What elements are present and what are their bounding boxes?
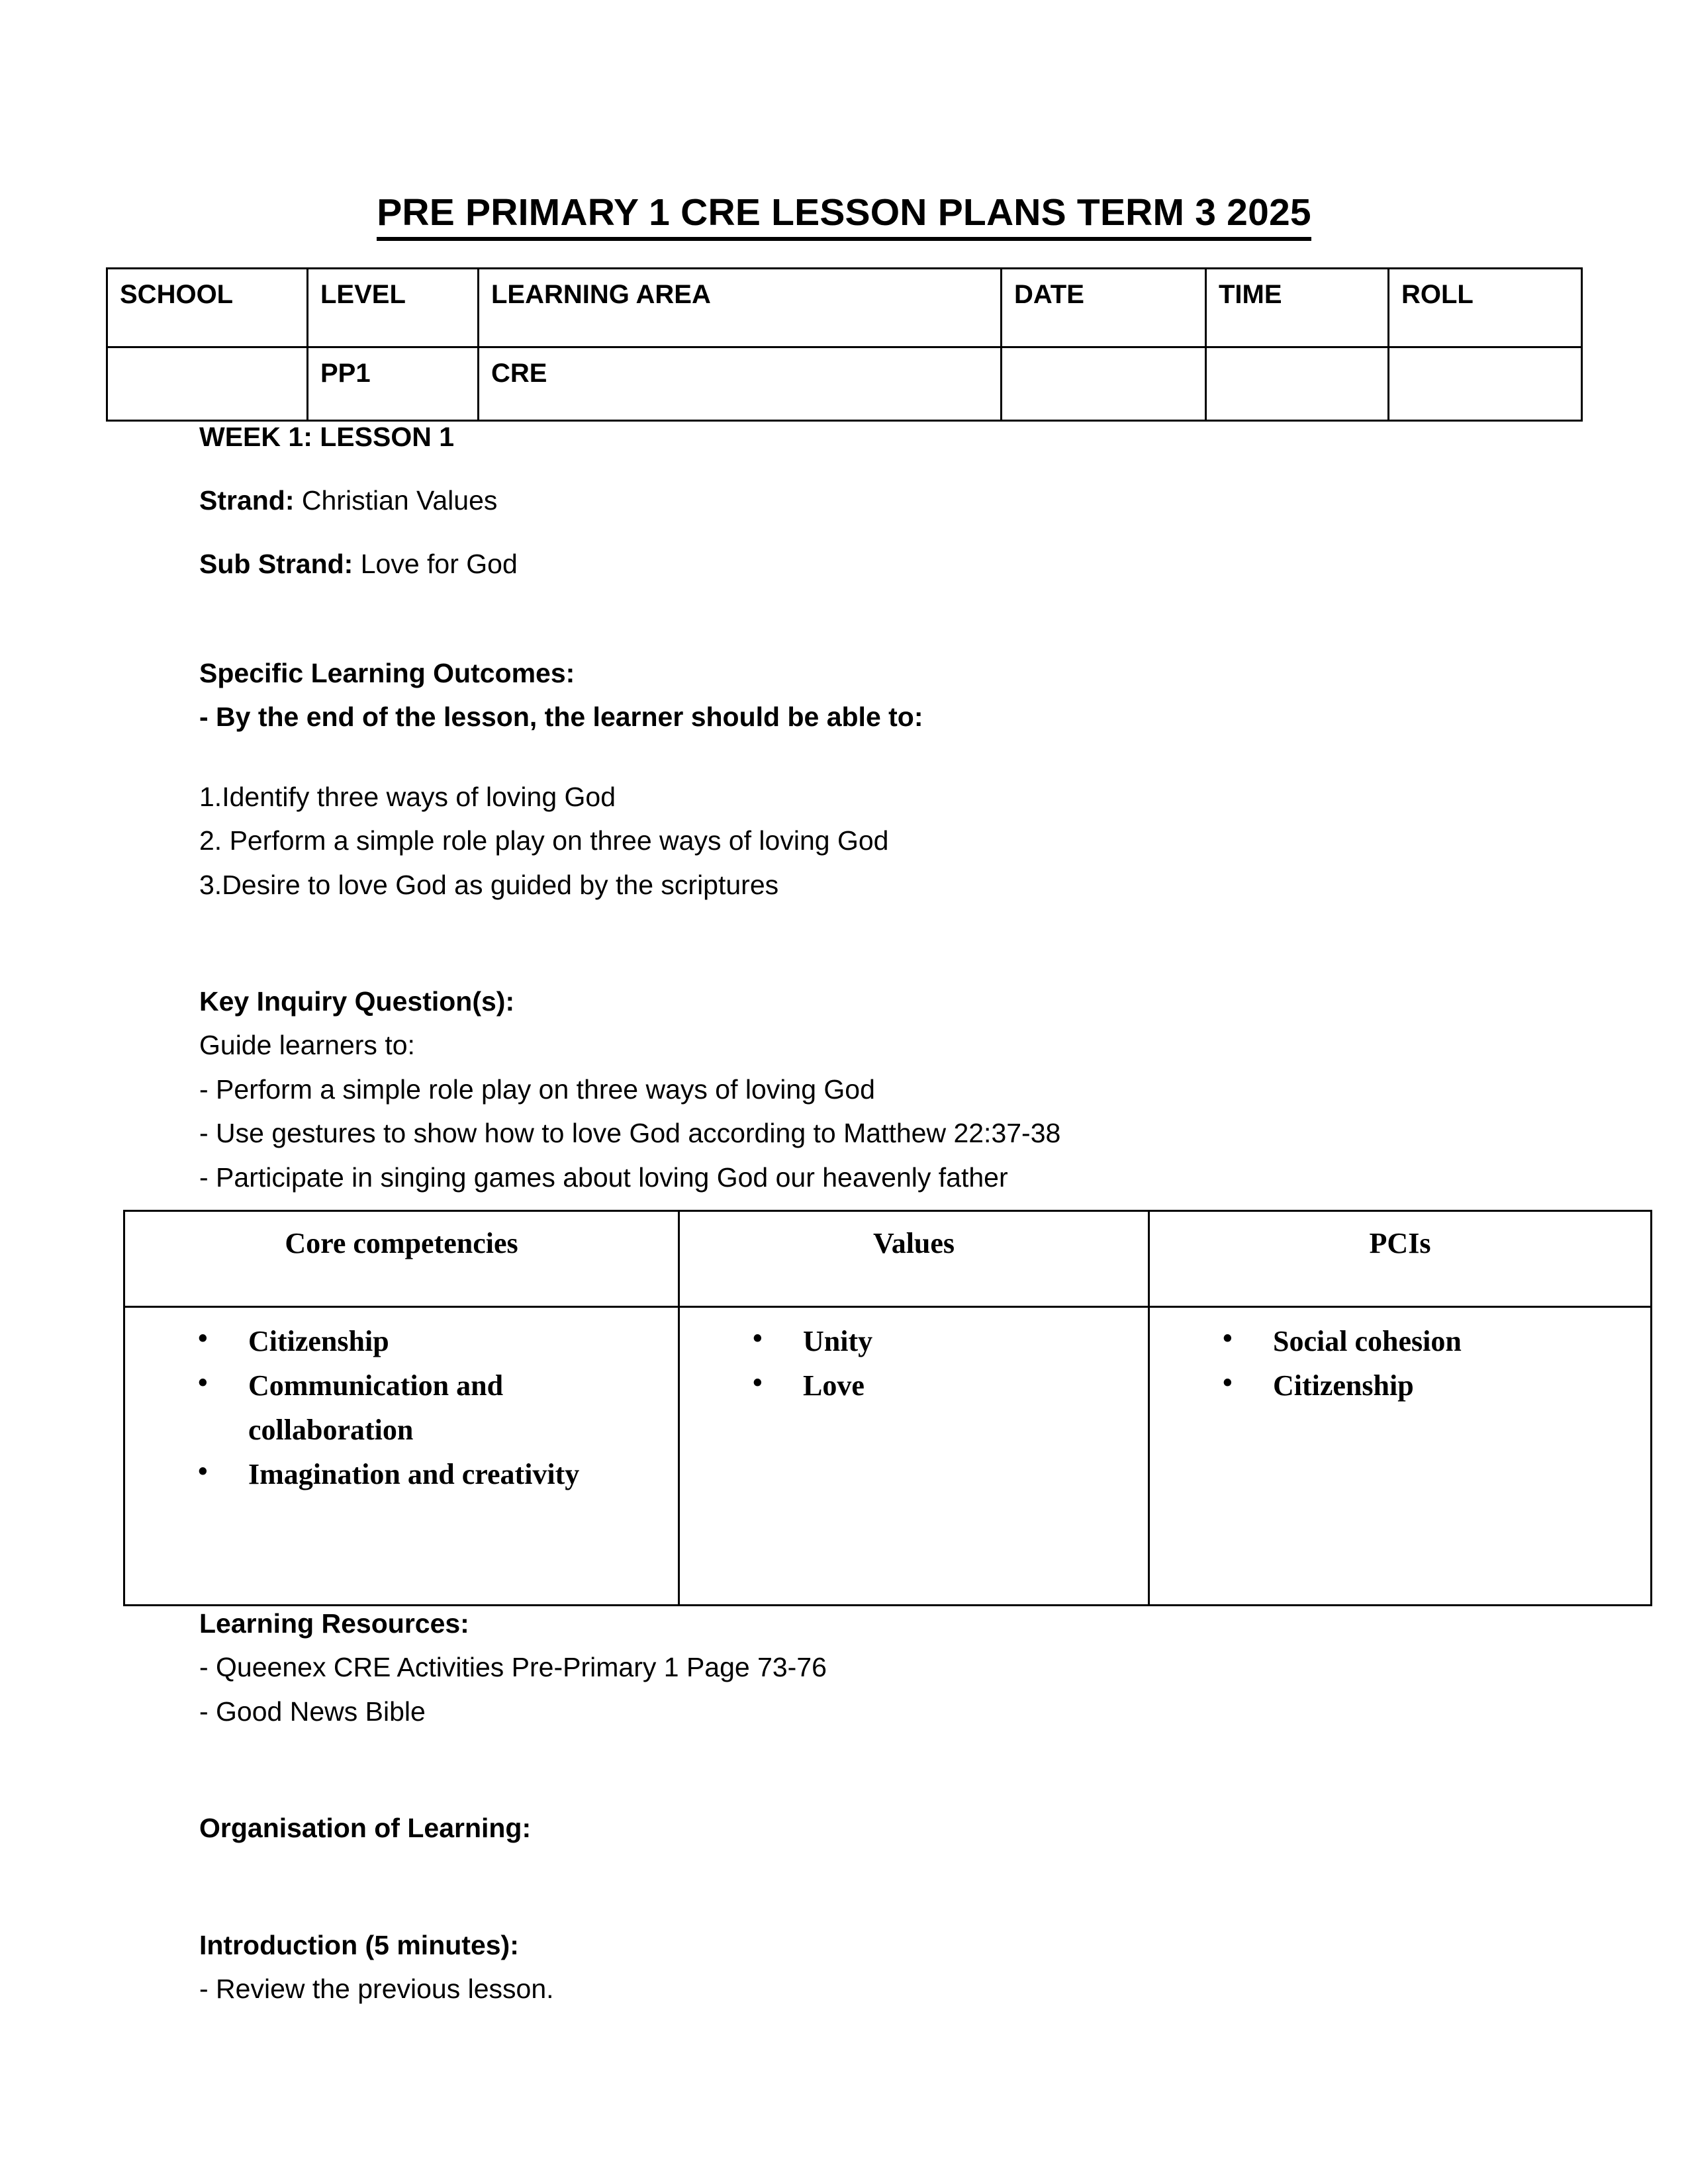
spacer: [199, 1886, 1523, 1923]
info-header-time: TIME: [1206, 269, 1389, 347]
sub-strand-line: [199, 551, 1523, 578]
strand-label: Strand:: [199, 485, 295, 516]
info-value-date[interactable]: [1002, 347, 1206, 421]
table-row-values: [107, 347, 1582, 421]
inquiry-intro: Guide learners to:: [199, 1030, 415, 1061]
info-header-level: LEVEL: [308, 269, 479, 347]
list-item: - Queenex CRE Activities Pre-Primary 1 Page 73-76: [199, 1652, 827, 1683]
comp-cell-pcis: [1149, 1307, 1652, 1606]
comp-cell-core-competencies: [124, 1307, 679, 1606]
sub-strand-value: Love for God: [353, 549, 518, 579]
learning-resources-block: [199, 1602, 1523, 1733]
lesson-body-upper: [199, 424, 1523, 1235]
organisation-of-learning-block: [199, 1806, 1523, 1850]
list-item: • Social cohesion: [1223, 1320, 1644, 1364]
spacer: [199, 1769, 1523, 1806]
values-list: [686, 1320, 1141, 1408]
table-row-header: [107, 269, 1582, 347]
info-value-roll[interactable]: [1389, 347, 1582, 421]
list-item: - Participate in singing games about loving God our heavenly father: [199, 1161, 1008, 1193]
list-item: • Citizenship: [198, 1320, 671, 1364]
comp-header-values: Values: [679, 1211, 1149, 1307]
list-item: - Review the previous lesson.: [199, 1974, 554, 2005]
page-title: [0, 193, 1688, 241]
list-item: • Imagination and creativity: [198, 1453, 671, 1497]
info-header-learning-area: LEARNING AREA: [479, 269, 1002, 347]
info-value-level[interactable]: PP1: [308, 347, 479, 421]
list-item: 3.Desire to love God as guided by the scriptures: [199, 869, 779, 900]
list-item: • Citizenship: [1223, 1364, 1644, 1408]
info-value-learning-area[interactable]: CRE: [479, 347, 1002, 421]
info-header-date: DATE: [1002, 269, 1206, 347]
comp-header-pcis: PCIs: [1149, 1211, 1652, 1307]
outcomes-subheading: - By the end of the lesson, the learner should be able to:: [199, 702, 923, 733]
spacer: [199, 942, 1523, 979]
introduction-heading: Introduction (5 minutes):: [199, 1929, 519, 1960]
organisation-heading: Organisation of Learning:: [199, 1813, 532, 1844]
list-item: - Use gestures to show how to love God according to Matthew 22:37-38: [199, 1118, 1061, 1149]
introduction-block: [199, 1923, 1523, 2011]
comp-cell-values: [679, 1307, 1149, 1606]
sub-strand-label: Sub Strand:: [199, 549, 353, 579]
table-row-header: [124, 1211, 1652, 1307]
outcomes-heading: Specific Learning Outcomes:: [199, 658, 575, 688]
list-item: • Communication and collaboration: [198, 1364, 671, 1453]
strand-value: Christian Values: [294, 485, 498, 516]
pcis-list: [1156, 1320, 1644, 1408]
learning-outcomes-list: [199, 775, 1523, 907]
week-lesson-heading: WEEK 1: LESSON 1: [199, 422, 455, 452]
list-item: - Perform a simple role play on three ways of loving God: [199, 1073, 875, 1105]
list-item: 2. Perform a simple role play on three ways of loving God: [199, 825, 889, 856]
lesson-info-table: [106, 267, 1583, 422]
page-title-text: PRE PRIMARY 1 CRE LESSON PLANS TERM 3 2025: [377, 193, 1311, 241]
core-competencies-list: [132, 1320, 671, 1497]
info-header-roll: ROLL: [1389, 269, 1582, 347]
info-value-time[interactable]: [1206, 347, 1389, 421]
key-inquiry-block: [199, 979, 1523, 1199]
inquiry-heading: Key Inquiry Question(s):: [199, 986, 515, 1017]
spacer: [199, 614, 1523, 651]
strand-line: [199, 487, 1523, 514]
comp-header-core-competencies: Core competencies: [124, 1211, 679, 1307]
list-item: • Unity: [753, 1320, 1141, 1364]
info-value-school[interactable]: [107, 347, 308, 421]
table-row: [124, 1307, 1652, 1606]
list-item: - Good News Bible: [199, 1696, 426, 1727]
lesson-body-lower: [199, 1602, 1523, 2046]
competencies-table: [123, 1210, 1652, 1606]
resources-heading: Learning Resources:: [199, 1608, 469, 1639]
list-item: • Love: [753, 1364, 1141, 1408]
list-item: 1.Identify three ways of loving God: [199, 781, 616, 812]
info-header-school: SCHOOL: [107, 269, 308, 347]
learning-outcomes-block: [199, 651, 1523, 739]
